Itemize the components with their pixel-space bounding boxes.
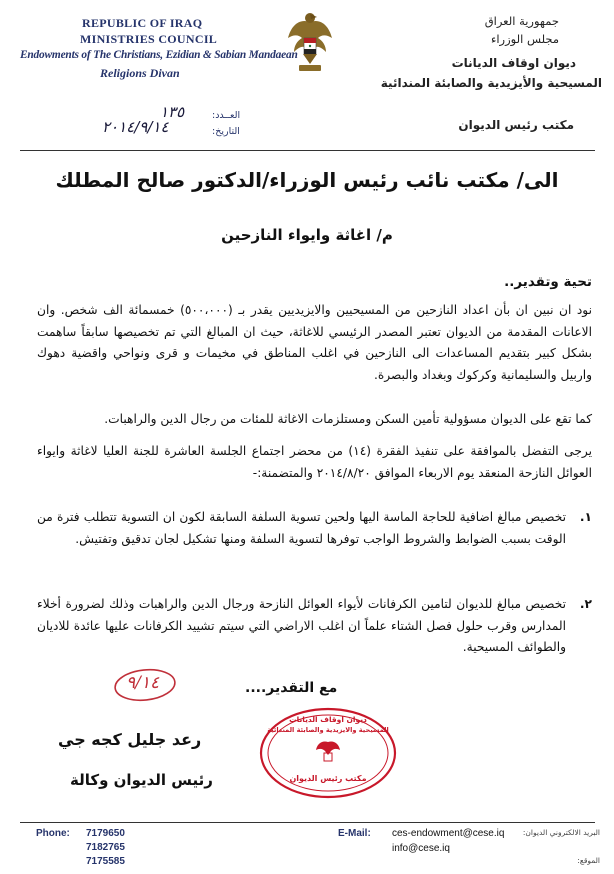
email-label-ar: البريد الالكتروني الديوان: bbox=[522, 828, 600, 837]
date-value: ٢٠١٤/٩/١٤ bbox=[102, 118, 169, 136]
stamp-middle-text: المسيحية والايزيدية والصابئة المندائية bbox=[267, 726, 389, 734]
phone-1: 7179650 bbox=[86, 828, 125, 839]
list-item-text: تخصيص مبالغ اضافية للحاجة الماسة اليها ولحين تسوية السلفة السابقة لكون ان التسوية تتطلب فترة من الوقت بسبب الضوابط والشروط الواجب توفرها لتسوية السلفة ومنها تشكيل لجان تدقيق وتفتيش. bbox=[37, 510, 566, 546]
closing: مع التقدير.... bbox=[245, 680, 338, 696]
header-divider bbox=[20, 150, 595, 151]
body-paragraph-1: نود ان نبين ان بأن اعداد النازحين من المسيحيين والايزيديين يقدر بـ (٥٠٠،٠٠٠) خمسمائة الف شخص. وان الاعانات المقدمة من الديوان تعتبر المصدر الرئيسي للاغاثة، حيث ان المبالغ التي تم تخصيصها سابقاً ساهمت بشكل كبير بتقديم المساعدات الى النازحين في اغلب المناطق في مخيمات و قرى ونواحي واقضية دهوك واربيل والسليمانية وكركوك وبغداد والبصرة. bbox=[37, 303, 592, 382]
iraq-emblem-icon bbox=[285, 8, 335, 78]
official-stamp bbox=[258, 706, 398, 800]
list-item-1 bbox=[37, 507, 592, 550]
body-paragraph-3: يرجى التفضل بالموافقة على تنفيذ الفقرة (١٤) من محضر اجتماع الجلسة العاشرة للجنة العليا لاغاثة وايواء العوائل النازحة المنعقد يوم الاربعاء الموافق ٢٠١٤/٨/٢٠ والمتضمنة:- bbox=[37, 444, 592, 480]
list-item-number: ١. bbox=[579, 510, 592, 524]
header-ar-line5: مكتب رئيس الديوان bbox=[458, 118, 574, 132]
handwritten-note bbox=[112, 666, 178, 704]
header-ar-line2: مجلس الوزراء bbox=[490, 32, 559, 46]
header-en-line4: Religions Divan bbox=[100, 66, 180, 80]
header-ar-line1: جمهورية العراق bbox=[484, 14, 559, 28]
header-en-line1: REPUBLIC OF IRAQ bbox=[82, 16, 203, 30]
web-label-ar: الموقع: bbox=[577, 856, 600, 865]
header-ar-line4: المسيحية والأيزيدية والصابئة المندائية bbox=[380, 76, 602, 90]
email-secondary: info@cese.iq bbox=[392, 843, 450, 854]
footer-divider bbox=[20, 822, 595, 823]
date-label: التاريخ: bbox=[212, 126, 240, 137]
header-en-line2: MINISTRIES COUNCIL bbox=[80, 32, 218, 46]
signatory-title: رئيس الديوان وكالة bbox=[70, 771, 213, 789]
number-label: العــدد: bbox=[212, 110, 241, 121]
list-item-text: تخصيص مبالغ للديوان لتامين الكرفانات لأيواء العوائل النازحة ورجال الدين والراهبات وذلك لضرورة أخلاء المدارس وقرب حلول فصل الشتاء علماً ان اغلب الاراضي التي سيتم تشييد الكرفانات عليها عائدة للاديان والطوائف المسيحية. bbox=[37, 597, 566, 654]
handwritten-date: ٩/١٤ bbox=[126, 673, 160, 693]
list-item-2 bbox=[37, 594, 592, 659]
subject: م/ اغاثة وايواء النازحين bbox=[221, 226, 393, 244]
list-item-number: ٢. bbox=[579, 597, 592, 611]
phone-label: Phone: bbox=[36, 828, 70, 839]
addressee: الى/ مكتب نائب رئيس الوزراء/الدكتور صالح المطلك bbox=[55, 168, 559, 192]
email-primary: ces-endowment@cese.iq bbox=[392, 828, 505, 839]
body-paragraph-2: كما تقع على الديوان مسؤولية تأمين السكن ومستلزمات الاغاثة للمئات من رجال الدين والراهبات. bbox=[104, 412, 592, 426]
header-ar-line3: ديوان اوقاف الديانات bbox=[451, 56, 576, 70]
header-en-line3: Endowments of The Christians, Ezidian & Sabian Mandaean bbox=[20, 49, 298, 61]
phone-2: 7182765 bbox=[86, 842, 125, 853]
signatory-name: رعد جليل كجه جي bbox=[58, 730, 202, 749]
greeting: تحية وتقدير.. bbox=[504, 274, 592, 290]
number-value: ١٣٥ bbox=[160, 103, 185, 121]
stamp-top-text: ديوان اوقاف الديانات bbox=[289, 715, 367, 724]
email-label: E-Mail: bbox=[338, 828, 371, 839]
stamp-bottom-text: مكتب رئيس الديوان bbox=[289, 774, 367, 783]
phone-3: 7175585 bbox=[86, 856, 125, 867]
